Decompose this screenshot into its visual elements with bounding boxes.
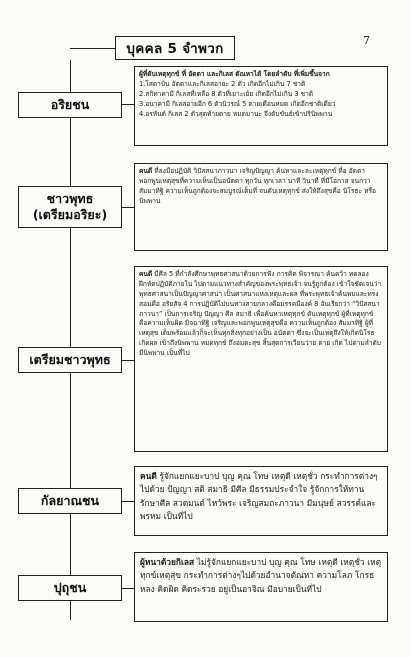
desc-lead: คนดี (140, 471, 157, 481)
label-text: (เตรียมอริยะ) (32, 207, 108, 222)
label-text: ปุถุชน (53, 579, 87, 595)
label-text: ชาวพุทธ (46, 190, 94, 206)
connector-title (70, 48, 115, 49)
desc-line (139, 100, 383, 110)
desc-text: รู้จักแยกแยะบาป บุญ คุณ โทษ เหตุดี เหตุชั่ว กระทำการต่างๆไปด้วย ปัญญา สติ สมาธิ มีศีล มีธรรมประจำใจ รู้จักการให้ทาน รักษาศีล สวดมนต์ ไหว้พระ เจริญสมถะภาวนา มีมนุษย์ สวรรค์และพรหม เป็นที่ไป (140, 471, 378, 522)
label-puthuchon (18, 575, 122, 601)
label-triam-chaophut (18, 347, 122, 373)
desc-line (139, 110, 383, 120)
desc-text: 1.โสดาบัน อัตตาและกิเลสอายะ 2 ตัว เกิดอีกไม่เกิน 7 ชาติ (139, 79, 306, 88)
desc-text: 2.สกิทาคามี กิเลสที่เหลือ 8 ตัวที่เยาะเย้ย เกิดอีกไม่เกิน 3 ชาติ (139, 89, 314, 98)
desc-lead: คนดี (139, 270, 153, 278)
label-kanlayanachon (18, 488, 122, 514)
label-text: เตรียมชาวพุทธ (29, 351, 111, 367)
connector-trunk (70, 60, 71, 620)
desc-text: ไม่รู้จักแยกแยะบาป บุญ คุณ โทษ เหตุดี เหตุชั่ว เหตุทุกข์เหตุสุข กระทำการต่างๆไปด้วยอำนาจตัณหา ความโลภ โกรธ หลง คิดผิด คิดระรวย อยู่เป็นอาจิณ มีอบายเป็นที่ไป (140, 557, 382, 594)
desc-kanlayanachon (134, 466, 388, 536)
label-ariyachon (18, 92, 122, 118)
desc-line (139, 80, 383, 90)
desc-chaophut (134, 163, 388, 251)
desc-text: ที่ลงมือปฏิบัติ วิปัสสนาภาวนา เจริญปัญญา ค้นหาและละเหตุทุกข์ ที่อ อัตตา พอกพูนเหตุสุขที่ความเห็นเป็นอนัตตา ทุกวัน ทุกเวลา นาที วินาที ที่มีโอกาส จนกว่าสัมมาทิฐิ ความเห็นถูกต้องจะสมบูรณ์เต็มที่ จนดับเหตุทุกข์ ส่งให้ถึงสุขคือ นิโรธะ หรือ นิพพาน (139, 167, 376, 205)
desc-paragraph (140, 470, 382, 524)
connector-row-2 (122, 207, 134, 208)
desc-lead: ผู้ที่ดับเหตุทุกข์ ที่ อัตตา และกิเลส ตัณหาได้ โดยลำดับ ที่เพิ่มขึ้นจาก (139, 70, 330, 78)
connector-row-5 (122, 588, 134, 589)
connector-row-1 (122, 104, 134, 105)
desc-line (139, 70, 383, 80)
desc-lead: คนดี (139, 167, 153, 175)
desc-text: 3.อนาคามี กิเลสอายอีก 6 ตัวนิวรณ์ 5 ตายเดือนหมด เกิดอีกชาติเดียว (139, 99, 336, 108)
page-title: บุคคล 5 จำพวก (115, 36, 235, 60)
label-text: อริยชน (50, 96, 90, 112)
desc-ariyachon (134, 66, 388, 146)
desc-text: มีศีล 5 ที่กำลังศึกษาพุทธศาสนาด้วยการฟัง การคิด พิจารณา ค้นคว้า ทดลองฝึกหัดปฏิบัติภายใน ไปตามแนวทางสำคัญของพระพุทธเจ้า จนรู้ถูกต้อง เข้าใจชัดเจนว่า พุทธศาสนาเป็นปัญญาศาสนา เป็นศาสนาแห่งเหตุและผล ที่พระพุทธเจ้าค้นพบและทรงสอนคือ อริยสัจ 4 การปฏิบัติไปบนทางสายกลางคือมรรคมีองค์ 8 อันเรียกว่า “วิปัสสนาภาวนา” เป็นการเจริญ ปัญญา ศีล สมาธิ เพื่อค้นหาเหตุทุกข์ ดับเหตุทุกข์ ผู้ที่เหตุทุกข์ คือความเห็นผิด มิจฉาทิฐิ เจริญและพอกพูนเหตุสุขคือ ความเห็นถูกต้อง สัมมาทิฐิ ผู้ที่เหตุสุข เต็มพร้อมแล้วก็จะเห็นทุกสิ่งทุกอย่างเป็น อนัตตา ซึ่งจะเป็นเหตุถึงให้เกิดนิโรธ เกิดผล เข้าถึงนิพพาน หมดทุกข์ ถึงอมตะสุข สิ้นสุดการเวียนว่าย ตาย เกิด ไปตามลำดับ มีนิพพาน เป็นที่ไป (139, 270, 382, 358)
label-text: กัลยาณชน (40, 492, 100, 508)
desc-text: 4.อรหันต์ กิเลส 2 ตัวสุดท้ายตาย หมดมานะ จึงดับขันธ์เข้าปรินิพพาน (139, 109, 333, 118)
desc-paragraph (139, 167, 383, 207)
connector-row-3 (122, 360, 134, 361)
desc-puthuchon (134, 552, 388, 622)
desc-paragraph (140, 556, 382, 596)
desc-lead: ผู้หนาด้วยกิเลส (140, 557, 195, 567)
page-number: 7 (363, 34, 370, 47)
desc-line (139, 90, 383, 100)
desc-triam-chaophut (134, 266, 388, 452)
desc-paragraph (139, 270, 383, 359)
label-chaophut (18, 186, 122, 228)
connector-row-4 (122, 501, 134, 502)
